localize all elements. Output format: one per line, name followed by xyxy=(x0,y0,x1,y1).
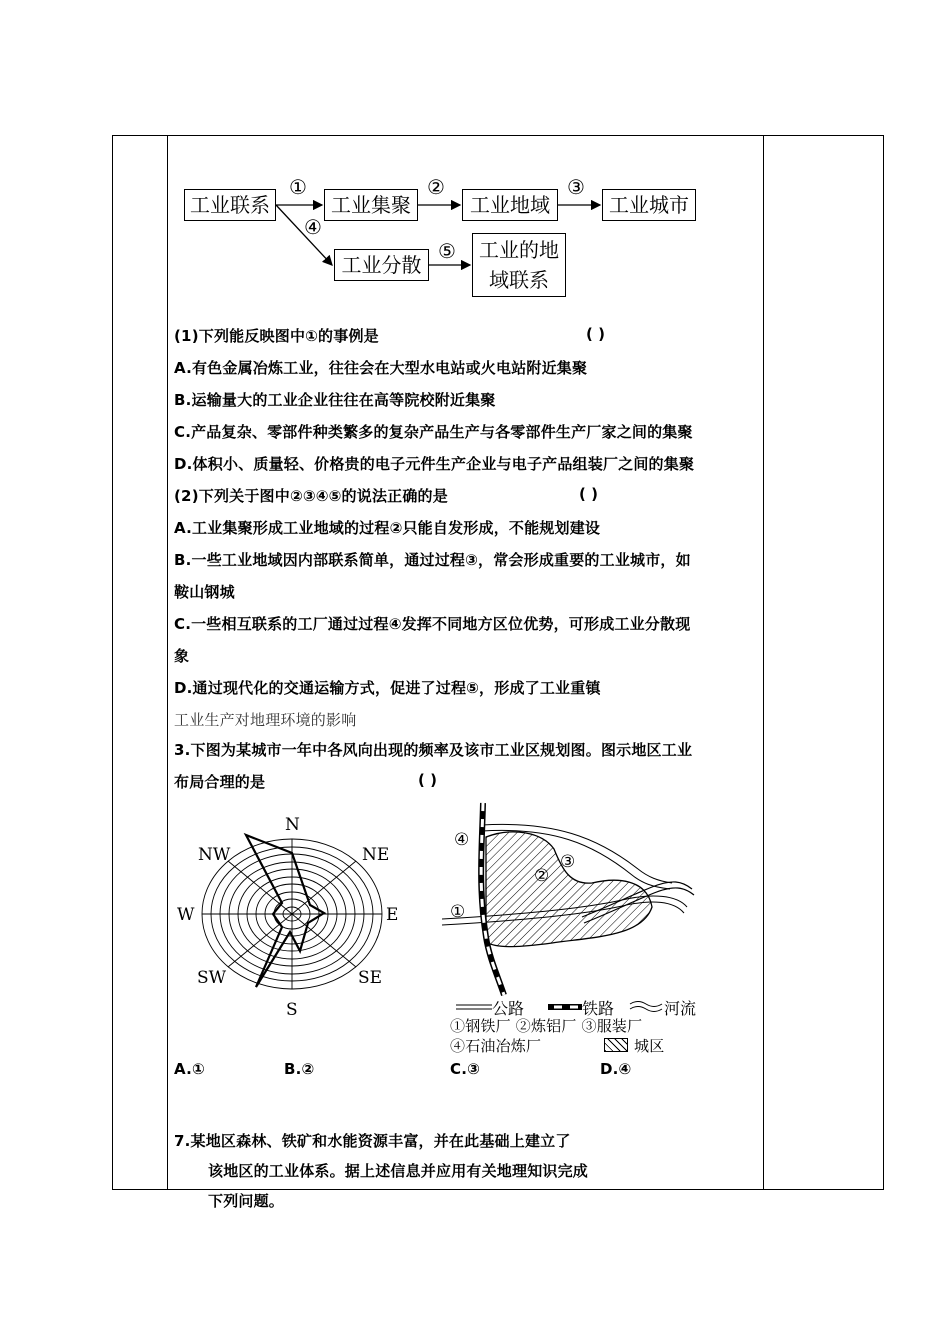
box-industrial-city: 工业城市 xyxy=(602,189,696,221)
section-title: 工业生产对地理环境的影响 xyxy=(174,711,357,729)
column-divider-right xyxy=(763,136,764,1189)
step-5-label: ⑤ xyxy=(438,239,456,263)
wind-rose-figure xyxy=(174,815,414,1020)
map-legend-city-swatch xyxy=(604,1038,628,1052)
question-3-stem-line2: 布局合理的是 xyxy=(174,773,266,791)
wind-rose-label-s: S xyxy=(286,1000,298,1020)
map-marker-2: ② xyxy=(534,866,550,886)
map-marker-3: ③ xyxy=(560,852,576,872)
question-2-answer-blank: ( ) xyxy=(579,485,598,503)
wind-rose-label-sw: SW xyxy=(197,968,227,988)
question-3-option-b: B.② xyxy=(284,1060,315,1078)
wind-rose-label-nw: NW xyxy=(198,845,231,865)
box-industrial-region: 工业地域 xyxy=(462,189,558,221)
map-legend-factories-1: ①钢铁厂 ②炼铝厂 ③服装厂 xyxy=(450,1017,643,1035)
question-3-option-d: D.④ xyxy=(600,1060,632,1078)
question-3-answer-blank: ( ) xyxy=(418,771,437,789)
question-3-option-c: C.③ xyxy=(450,1060,481,1078)
wind-rose-label-n: N xyxy=(285,815,300,835)
question-7-line1: 7.某地区森林、铁矿和水能资源丰富，并在此基础上建立了 xyxy=(174,1132,571,1150)
question-3-stem-line1: 3.下图为某城市一年中各风向出现的频率及该市工业区规划图。图示地区工业 xyxy=(174,741,693,759)
wind-rose-label-ne: NE xyxy=(362,845,390,865)
legend-river-label: 河流 xyxy=(664,999,697,1018)
box-industrial-dispersion: 工业分散 xyxy=(334,249,429,281)
map-legend-factories-2: ④石油冶炼厂 xyxy=(450,1037,542,1055)
question-7-line2: 该地区的工业体系。据上述信息并应用有关地理知识完成 xyxy=(208,1162,589,1180)
flow-diagram xyxy=(174,175,759,340)
map-legend-city-label: 城区 xyxy=(634,1037,665,1055)
step-1-label: ① xyxy=(289,175,307,199)
legend-road-label: 公路 xyxy=(492,999,525,1018)
question-2-option-c: C.一些相互联系的工厂通过过程④发挥不同地方区位优势，可形成工业分散现 xyxy=(174,615,691,633)
question-2-option-d: D.通过现代化的交通运输方式，促进了过程⑤，形成了工业重镇 xyxy=(174,679,601,697)
legend-rail-label: 铁路 xyxy=(582,999,615,1018)
question-1-stem: (1)下列能反映图中①的事例是 xyxy=(174,327,379,345)
map-marker-1: ① xyxy=(450,902,466,922)
question-1-option-a: A.有色金属冶炼工业，往往会在大型水电站或火电站附近集聚 xyxy=(174,359,588,377)
question-2-stem: (2)下列关于图中②③④⑤的说法正确的是 xyxy=(174,487,448,505)
box-industrial-linkage: 工业联系 xyxy=(184,189,276,221)
industrial-map-figure xyxy=(442,797,742,1032)
box-regional-linkage-line1: 工业的地 xyxy=(479,238,559,262)
question-2-option-b: B.一些工业地域因内部联系简单，通过过程③，常会形成重要的工业城市，如 xyxy=(174,551,691,569)
box-industrial-agglomeration: 工业集聚 xyxy=(324,189,418,221)
question-2-option-b-cont: 鞍山钢城 xyxy=(174,583,235,601)
step-2-label: ② xyxy=(427,175,445,199)
question-2-option-a: A.工业集聚形成工业地域的过程②只能自发形成，不能规划建设 xyxy=(174,519,601,537)
question-1-option-b: B.运输量大的工业企业往往在高等院校附近集聚 xyxy=(174,391,496,409)
question-2-option-c-cont: 象 xyxy=(174,647,190,665)
wind-rose-label-se: SE xyxy=(358,968,383,988)
wind-rose-graphic xyxy=(174,815,414,1020)
question-1-option-c: C.产品复杂、零部件种类繁多的复杂产品生产与各零部件生产厂家之间的集聚 xyxy=(174,423,693,441)
question-7-line3: 下列问题。 xyxy=(208,1192,285,1210)
column-divider-left xyxy=(167,136,168,1189)
wind-rose-label-e: E xyxy=(386,905,399,925)
industrial-map-graphic xyxy=(442,797,742,1032)
wind-rose-label-w: W xyxy=(177,905,195,925)
box-regional-linkage xyxy=(472,233,566,297)
map-marker-4: ④ xyxy=(454,830,470,850)
question-1-option-d: D.体积小、质量轻、价格贵的电子元件生产企业与电子产品组装厂之间的集聚 xyxy=(174,455,695,473)
step-4-label: ④ xyxy=(304,215,322,239)
step-3-label: ③ xyxy=(567,175,585,199)
question-3-option-a: A.① xyxy=(174,1060,205,1078)
box-regional-linkage-line2: 域联系 xyxy=(489,268,549,292)
question-1-answer-blank: ( ) xyxy=(586,325,605,343)
